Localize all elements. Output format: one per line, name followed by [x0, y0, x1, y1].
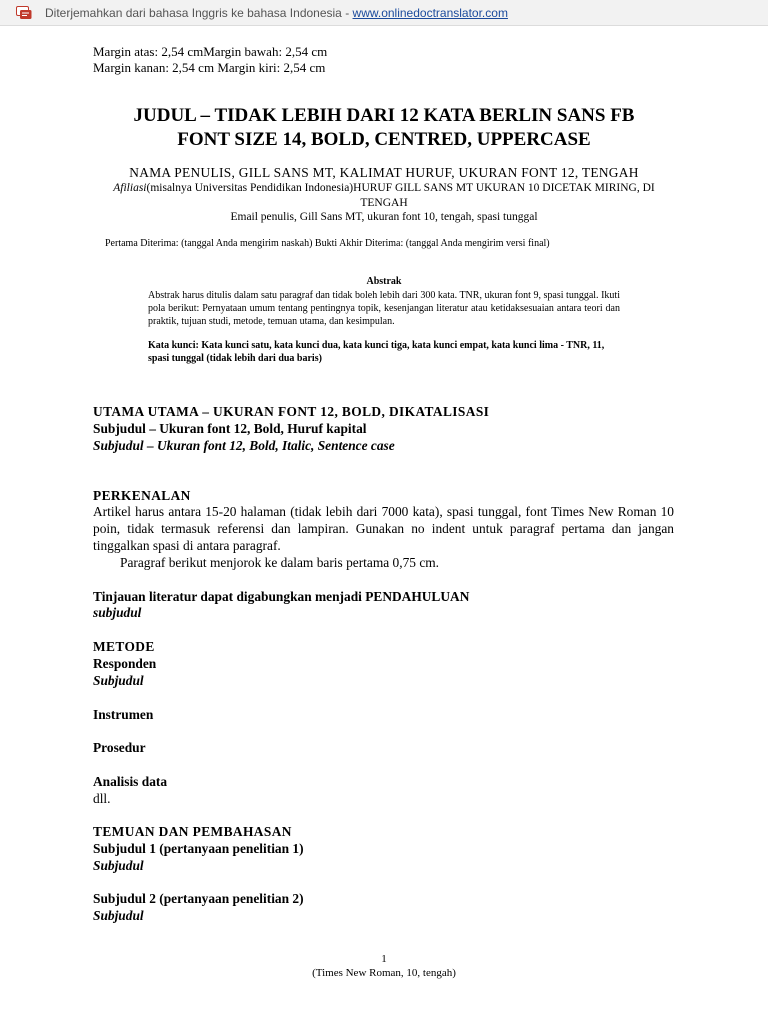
- method-respondents: Responden: [93, 656, 157, 671]
- translator-logo-icon: [16, 6, 32, 20]
- translation-banner: [0, 0, 768, 26]
- keywords: Kata kunci: Kata kunci satu, kata kunci dua, kata kunci tiga, kata kunci empat, kata kunci lima - TNR, 11, spasi tunggal (tidak lebih dari dua baris): [148, 340, 605, 364]
- margin-line-2: Margin kanan: 2,54 cm Margin kiri: 2,54 cm: [93, 60, 326, 75]
- affiliation: [110, 181, 658, 211]
- abstract-text: Abstrak harus ditulis dalam satu paragraf dan tidak boleh lebih dari 300 kata. TNR, ukuran font 9, spasi tunggal. Ikuti pola berikut: Pernyataan umum tentang pentingnya topik, kesenjangan literatur atau ketidaksesuaian antara teori dan praktik, tujuan studi, metode, temuan utama, dan kesimpulan.: [148, 290, 620, 327]
- findings-sub-1-sub: Subjudul: [93, 858, 144, 873]
- heading-guide-sub: Subjudul – Ukuran font 12, Bold, Huruf kapital: [93, 421, 367, 436]
- affiliation-text: (misalnya Universitas Pendidikan Indonesia)HURUF GILL SANS MT UKURAN 10 DICETAK MIRING, DI TENGAH: [146, 182, 655, 209]
- intro-heading: PERKENALAN: [93, 488, 191, 503]
- findings-heading: TEMUAN DAN PEMBAHASAN: [93, 824, 292, 839]
- findings-sub-2: Subjudul 2 (pertanyaan penelitian 2): [93, 891, 304, 906]
- findings-sub-2-sub: Subjudul: [93, 908, 144, 923]
- page-number: 1: [381, 953, 387, 965]
- footer-note: (Times New Roman, 10, tengah): [312, 967, 456, 979]
- banner-text: [45, 0, 508, 26]
- litreview-heading: Tinjauan literatur dapat digabungkan menjadi PENDAHULUAN: [93, 589, 470, 604]
- heading-guide-subsub: Subjudul – Ukuran font 12, Bold, Italic, Sentence case: [93, 438, 395, 453]
- method-instrument: Instrumen: [93, 707, 154, 722]
- author-email: Email penulis, Gill Sans MT, ukuran font 10, tengah, spasi tunggal: [230, 211, 538, 223]
- intro-paragraph-2: Paragraf berikut menjorok ke dalam baris pertama 0,75 cm.: [120, 555, 440, 570]
- abstract-title: Abstrak: [366, 276, 402, 287]
- method-respondents-sub: Subjudul: [93, 673, 144, 688]
- title-line-1: JUDUL – TIDAK LEBIH DARI 12 KATA BERLIN SANS FB: [133, 105, 635, 126]
- affiliation-label: Afiliasi: [113, 182, 147, 194]
- method-etc: dll.: [93, 791, 111, 806]
- heading-guide-main: UTAMA UTAMA – UKURAN FONT 12, BOLD, DIKATALISASI: [93, 404, 490, 419]
- banner-message: Diterjemahkan dari bahasa Inggris ke bahasa Indonesia -: [45, 6, 353, 20]
- received-dates: Pertama Diterima: (tanggal Anda mengirim naskah) Bukti Akhir Diterima: (tanggal Anda mengirim versi final): [105, 238, 550, 249]
- litreview-sub: subjudul: [93, 605, 142, 620]
- method-heading: METODE: [93, 639, 155, 654]
- method-analysis: Analisis data: [93, 774, 168, 789]
- method-procedure: Prosedur: [93, 740, 146, 755]
- author-name: NAMA PENULIS, GILL SANS MT, KALIMAT HURUF, UKURAN FONT 12, TENGAH: [129, 165, 639, 180]
- margin-line-1: Margin atas: 2,54 cmMargin bawah: 2,54 cm: [93, 44, 328, 59]
- banner-link[interactable]: www.onlinedoctranslator.com: [352, 6, 508, 20]
- intro-paragraph: Artikel harus antara 15-20 halaman (tidak lebih dari 7000 kata), spasi tunggal, font Times New Roman 10 poin, tidak termasuk referensi dan lampiran. Gunakan no indent untuk paragraf pertama dan jangan tinggalkan spasi di antara paragraf.: [93, 504, 674, 553]
- findings-sub-1: Subjudul 1 (pertanyaan penelitian 1): [93, 841, 304, 856]
- title-line-2: FONT SIZE 14, BOLD, CENTRED, UPPERCASE: [177, 129, 591, 150]
